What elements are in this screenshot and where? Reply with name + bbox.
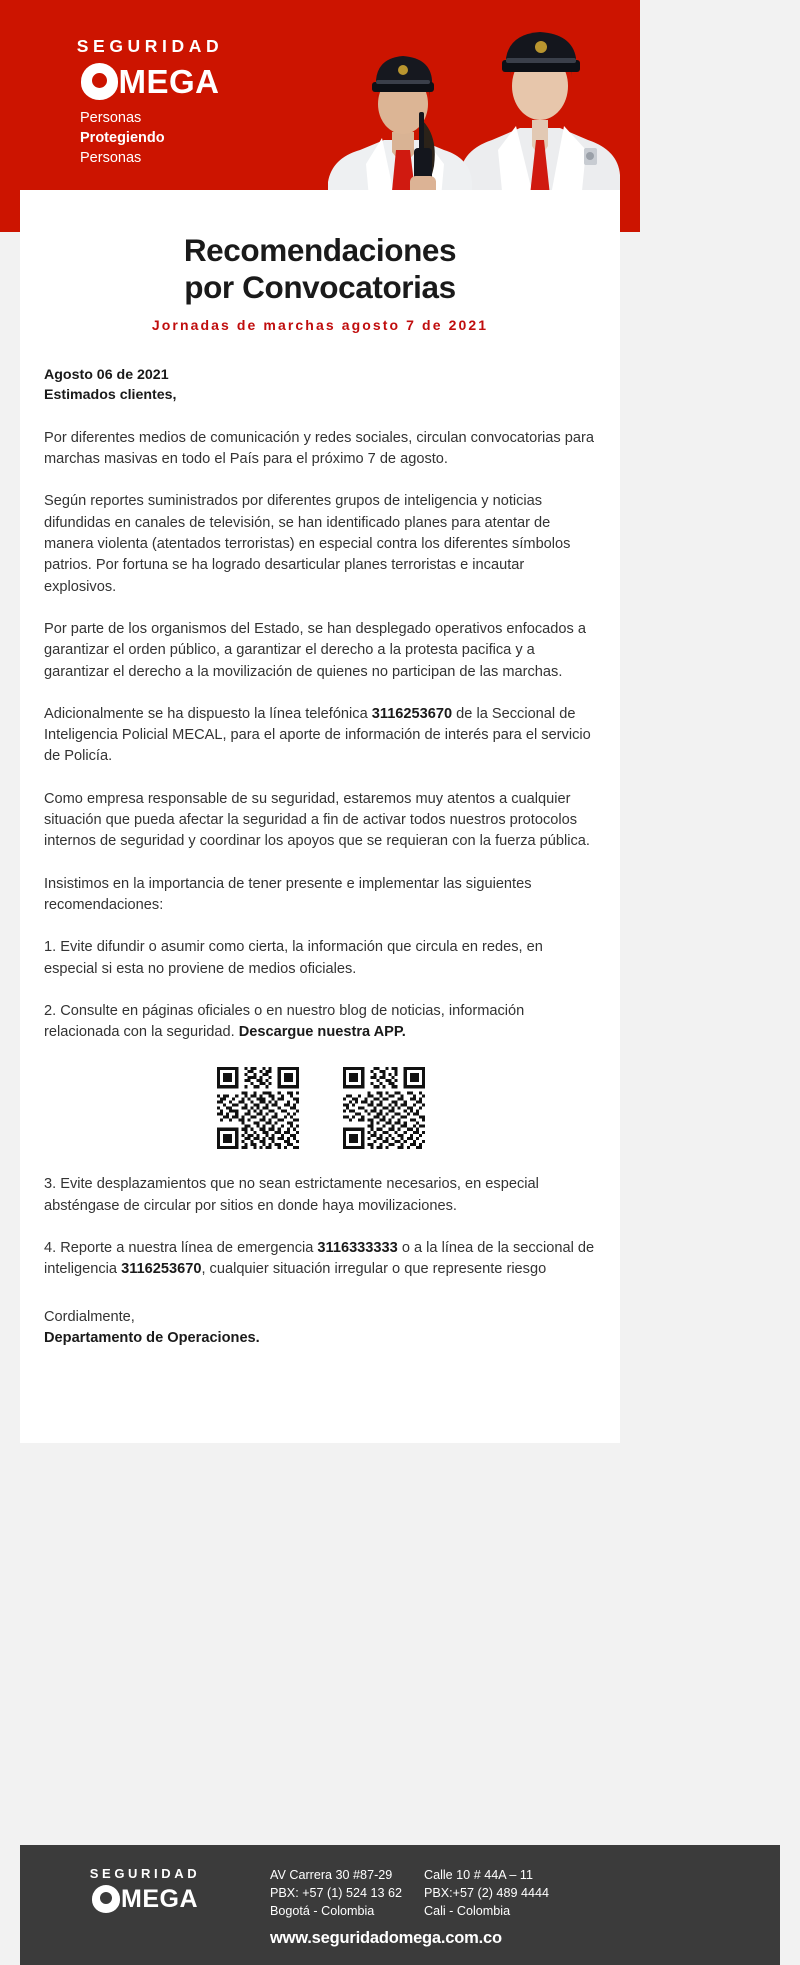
omega-pin-icon [81, 63, 118, 100]
item4-after: , cualquier situación irregular o que represente riesgo [201, 1261, 547, 1278]
letter-salutation: Estimados clientes, [44, 387, 177, 404]
footer-brand-word-text: MEGA [121, 1884, 198, 1913]
closing-department: Departamento de Operaciones. [44, 1330, 260, 1347]
paragraph-company-commitment: Como empresa responsable de su seguridad, estaremos muy atentos a cualquier situación que pueda afectar la seguridad a fin de activar todos nuestros protocolos internos de seguridad y coordinar los apoyos que se requieran con la fuerza pública. [44, 790, 590, 850]
paragraph-1: Por diferentes medios de comunicación y redes sociales, circulan convocatorias para marchas masivas en todo el País para el próximo 7 de agosto. [44, 429, 594, 468]
bogota-city: Bogotá - Colombia [270, 1903, 375, 1918]
item4-middle: o a la línea de la seccional de inteligencia [44, 1240, 595, 1278]
item4-before: 4. Reporte a nuestra línea de emergencia [44, 1240, 318, 1256]
cali-pbx: PBX:+57 (2) 489 4444 [423, 1885, 549, 1900]
letter-heading [44, 365, 598, 406]
office-cali [424, 1867, 549, 1921]
letter-date: Agosto 06 de 2021 [44, 366, 169, 383]
cali-city: Cali - Colombia [423, 1903, 511, 1918]
paragraph-3: Por parte de los organismos del Estado, se han desplegado operativos enfocados a garantizar el orden público, a garantizar el derecho a la protesta pacifica y a garantizar el derecho a la movilización de quienes no participan de las marchas. [44, 620, 586, 680]
bogota-address: AV Carrera 30 #87-29 [270, 1868, 393, 1882]
letter-closing [44, 1307, 598, 1391]
page-title-line-2: por Convocatorias [184, 268, 456, 305]
tagline-line-2: Protegiendo [80, 130, 165, 146]
footer-bar [20, 1845, 780, 1965]
item2-download-app-emphasis: Descargue nuestra APP. [238, 1024, 406, 1041]
item2-text: 2. Consulte en páginas oficiales o en nuestro blog de noticias, información relacionada con la seguridad. [44, 1002, 525, 1041]
paragraph-2: Según reportes suministrados por diferentes grupos de inteligencia y noticias difundidas en canales de televisión, se han identificado planes para atentar de manera violenta (atentados terroristas) en especial contra los diferentes símbolos patrios. Por fortuna se ha logrado desarticular planes terroristas e incautar explosivos. [44, 493, 571, 595]
page-title-line-1: Recomendaciones [183, 232, 457, 268]
website-link[interactable]: www.seguridadomega.com.co [270, 1928, 502, 1947]
emergency-phone-number: 3116333333 [317, 1240, 398, 1256]
brand-logo [60, 38, 240, 100]
phone-para-after: de la Seccional de Inteligencia Policial MECAL, para el aporte de información de interés para el servicio de Policía. [44, 705, 591, 765]
footer-contact-info [270, 1845, 549, 1948]
office-bogota [270, 1867, 402, 1921]
paragraph-phone-line [44, 704, 598, 768]
closing-greeting: Cordialmente, [44, 1308, 135, 1325]
footer-brand-logo [20, 1845, 270, 1913]
page-title [20, 232, 620, 306]
brand-top-text: SEGURIDAD [76, 36, 224, 56]
qr-code-app-ios[interactable] [340, 1064, 428, 1152]
qr-code-app-android[interactable] [214, 1064, 302, 1152]
intelligence-phone-number: 3116253670 [371, 705, 453, 722]
cali-address: Calle 10 # 44A – 11 [423, 1868, 533, 1882]
qr-code-row [44, 1064, 598, 1152]
recommendation-item-4 [44, 1238, 598, 1281]
office-columns [270, 1867, 549, 1921]
brand-word-text: MEGA [118, 62, 220, 100]
recommendation-item-1: 1. Evite difundir o asumir como cierta, la información que circula en redes, en especial si esta no proviene de medios oficiales. [44, 939, 543, 977]
recommendation-item-3: 3. Evite desplazamientos que no sean estrictamente necesarios, en especial absténgase de circular por sitios en donde haya movilizaciones. [44, 1176, 539, 1214]
tagline-line-1: Personas [80, 110, 142, 126]
recommendation-item-2 [44, 1001, 598, 1044]
recommendations-intro: Insistimos en la importancia de tener presente e implementar las siguientes recomendaciones: [44, 875, 532, 913]
content-card [20, 190, 620, 1443]
phone-para-before: Adicionalmente se ha dispuesto la línea telefónica [44, 705, 372, 722]
footer-brand-top-text: SEGURIDAD [89, 1866, 201, 1881]
footer-brand-omega-lockup [20, 1885, 270, 1913]
bogota-pbx: PBX: +57 (1) 524 13 62 [270, 1885, 402, 1900]
intelligence-phone-number-2: 3116253670 [121, 1261, 202, 1278]
page-subtitle: Jornadas de marchas agosto 7 de 2021 [151, 316, 489, 333]
letter-body [20, 365, 620, 1391]
tagline-line-3: Personas [80, 150, 142, 166]
brand-omega-lockup [60, 63, 240, 100]
brand-tagline [80, 108, 165, 168]
omega-pin-icon [92, 1885, 120, 1913]
